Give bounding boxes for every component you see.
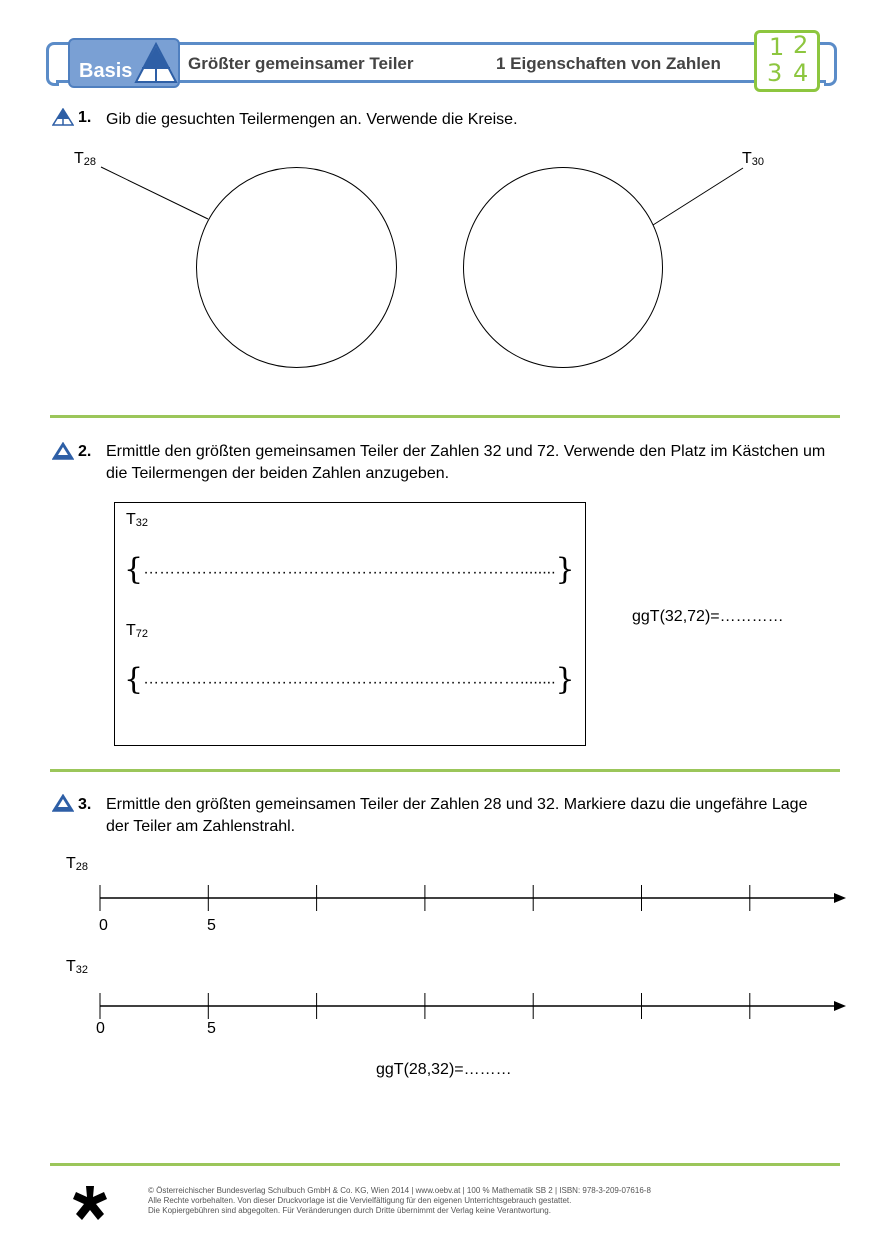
task-3-number: 3. [78, 796, 92, 813]
chapter-title: 1 Eigenschaften von Zahlen [496, 54, 721, 73]
number-line-2-tick-0: 0 [96, 1020, 105, 1037]
level-badge-label: Basis [79, 60, 133, 82]
chapter-number-2: 2 [793, 31, 809, 59]
copyright-notice [148, 1186, 848, 1216]
task-1-instruction: Gib die gesuchten Teilermengen an. Verwende die Kreise. [106, 111, 518, 128]
set-2-label: $T_{72}$ [126, 622, 149, 640]
number-line-1-arrow-icon [834, 893, 846, 903]
worksheet-topic: Größter gemeinsamer Teiler [188, 54, 414, 73]
task-2-number: 2. [78, 443, 92, 460]
footer-separator [50, 1163, 840, 1166]
set-1-label: $T_{32}$ [126, 511, 149, 529]
number-line-2-arrow-icon [834, 1001, 846, 1011]
set-1-dots: ……………………………………………..………………........ [143, 560, 556, 578]
set-1-entry[interactable]: {……………………………………………..………………........} [124, 552, 575, 587]
chapter-number-4: 4 [793, 59, 809, 87]
set-2-dots: ……………………………………………..………………........ [143, 670, 556, 688]
task-3-result[interactable]: ggT(28,32)=……… [376, 1061, 512, 1078]
set-2-entry[interactable]: {……………………………………………..………………........} [124, 662, 575, 697]
publisher-logo-icon [70, 1184, 110, 1224]
number-line-2-tick-5: 5 [207, 1020, 216, 1037]
number-line-2-label: $T_{32}$ [66, 958, 89, 976]
task-1-number: 1. [78, 109, 92, 126]
task-1-label-right: $T_{30}$ [742, 150, 765, 168]
task-2-result[interactable]: ggT(32,72)=………… [632, 608, 784, 625]
task-1-label-left: $T_{28}$ [74, 150, 97, 168]
task-3-instruction: Ermittle den größten gemeinsamen Teiler der Zahlen 28 und 32. Markiere dazu die ungefähre Lage der Teiler am Zahlenstrahl. [106, 796, 808, 835]
number-line-1-tick-5: 5 [207, 917, 216, 934]
copyright-line-1: © Österreichischer Bundesverlag Schulbuch GmbH & Co. KG, Wien 2014 | www.oebv.at | 100 % Mathematik SB 2 | ISBN: 978-3-209-07616-8 [148, 1186, 651, 1195]
number-line-1-tick-0: 0 [99, 917, 108, 934]
copyright-line-2: Alle Rechte vorbehalten. Von dieser Druckvorlage ist die Vervielfältigung für den eigenen Unterrichtsgebrauch gestattet. [148, 1196, 572, 1205]
copyright-line-3: Die Kopiergebühren sind abgegolten. Für Veränderungen durch Dritte übernimmt der Verlag keine Verantwortung. [148, 1206, 551, 1215]
chapter-number-3: 3 [767, 59, 783, 87]
task-2-instruction: Ermittle den größten gemeinsamen Teiler der Zahlen 32 und 72. Verwende den Platz im Kästchen um die Teilermengen der beiden Zahlen anzugeben. [106, 443, 826, 482]
number-line-1-label: $T_{28}$ [66, 855, 89, 873]
chapter-number-1: 1 [769, 33, 785, 61]
